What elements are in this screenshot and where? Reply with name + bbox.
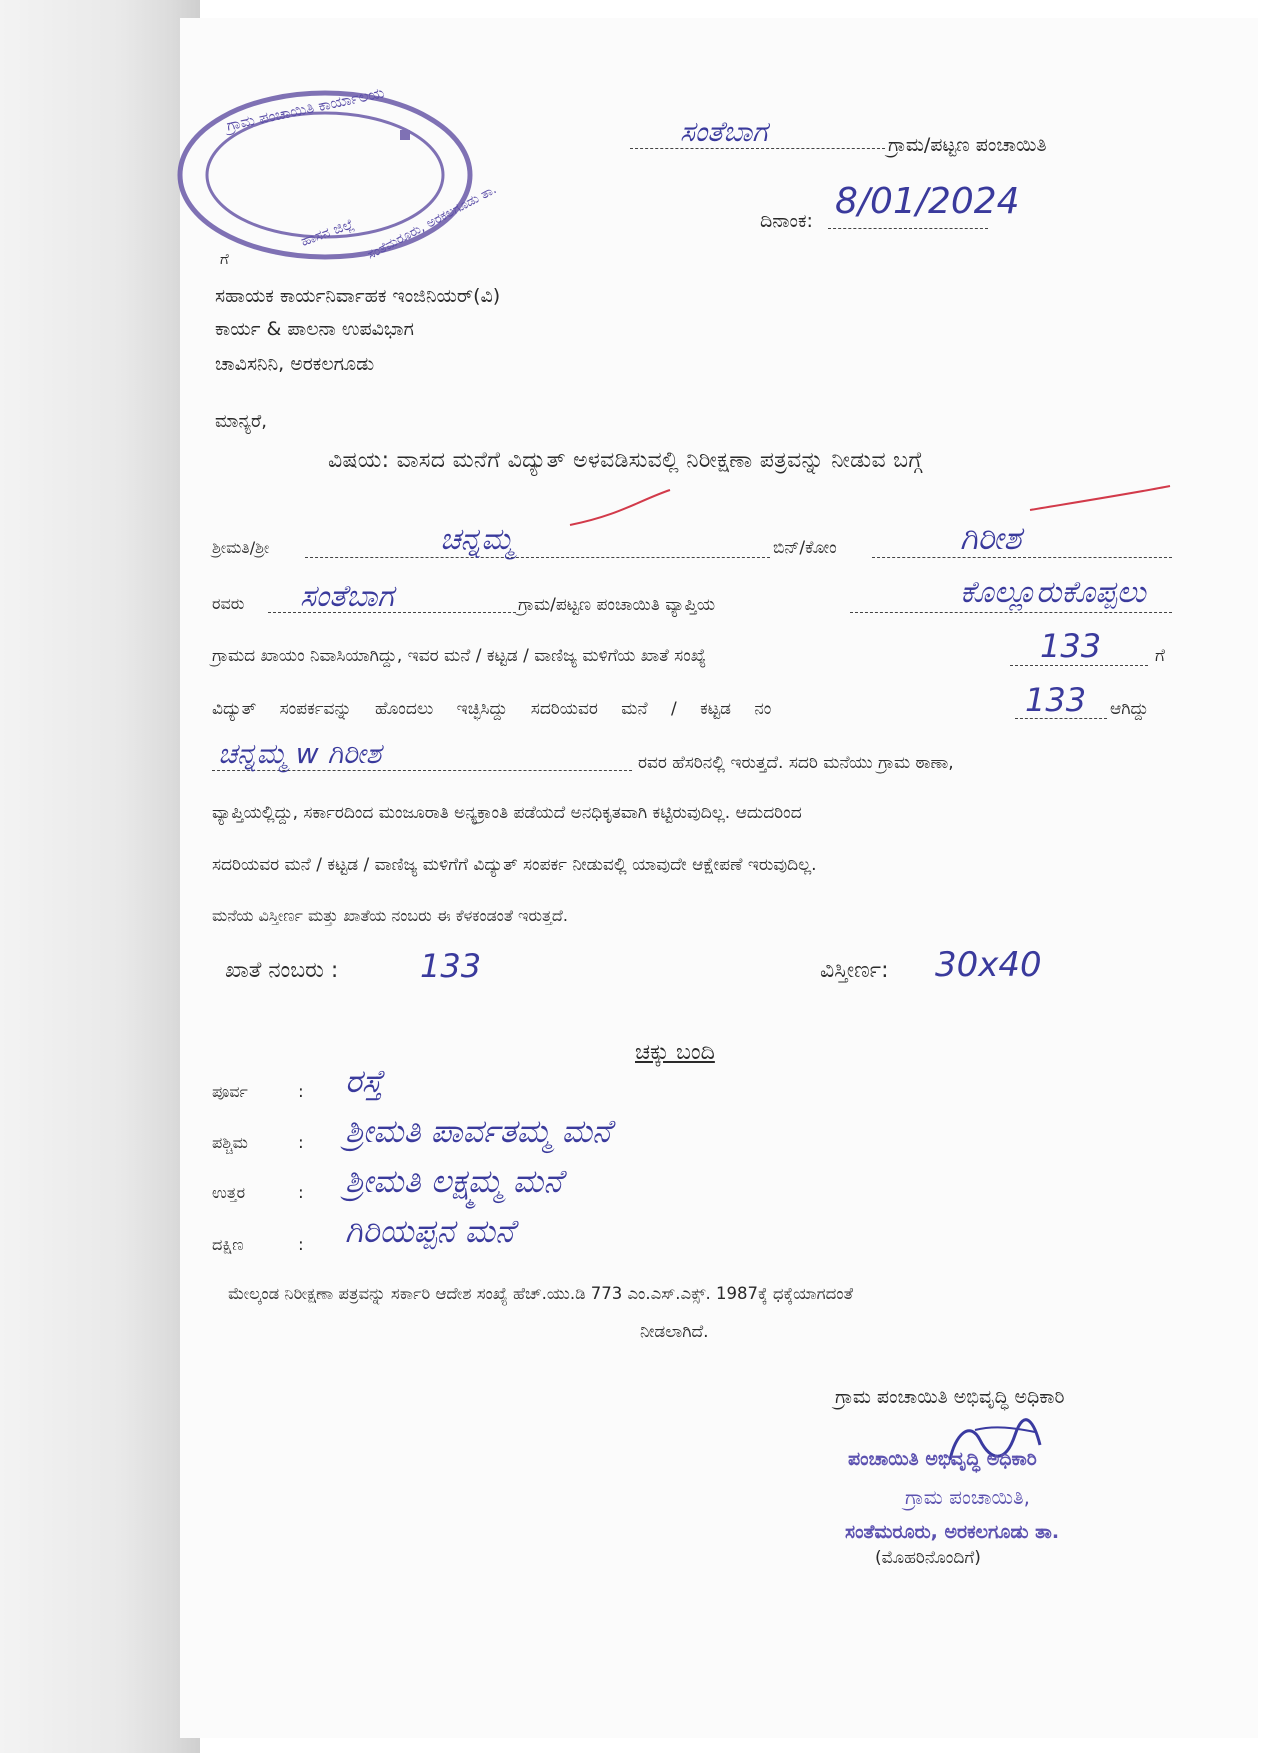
body-village-handwritten: ಸಂತೆಬಾಗ [300, 579, 394, 614]
addressee-line1: ಸಹಾಯಕ ಕಾರ್ಯನಿರ್ವಾಹಕ ಇಂಜಿನಿಯರ್(ವಿ) [215, 285, 501, 307]
addressee-to: ಗೆ [220, 250, 229, 268]
account-label: ಖಾತೆ ನಂಬರು : [225, 958, 339, 983]
body-line4: ವಿದ್ಯುತ್ ಸಂಪರ್ಕವನ್ನು ಹೊಂದಲು ಇಚ್ಛಿಸಿದ್ದು ಸದರಿಯವರ ಮನೆ / ಕಟ್ಟಡ ನಂ [212, 699, 772, 719]
boundary-value-east: ರಸ್ತೆ [345, 1062, 383, 1100]
subject: ವಿಷಯ: ವಾಸದ ಮನೆಗೆ ವಿದ್ಯುತ್ ಅಳವಡಿಸುವಲ್ಲಿ ನಿರೀಕ್ಷಣಾ ಪತ್ರವನ್ನು ನೀಡುವ ಬಗ್ಗೆ [328, 448, 923, 473]
owner-handwritten: ಚನ್ನಮ್ಮ w ಗಿರೀಶ [218, 737, 382, 770]
account-value: 133 [420, 947, 482, 985]
boundary-value-north: ಶ್ರೀಮತಿ ಲಕ್ಷ್ಮಮ್ಮ ಮನೆ [345, 1162, 563, 1200]
stamp-text-place: ಸಂತೆಮರೂರು, ಅರಕಲಗೂಡು ತಾ. [364, 182, 500, 263]
seal-note: (ಮೊಹರಿನೊಂದಿಗೆ) [875, 1548, 981, 1568]
area-value: 30x40 [935, 945, 1042, 985]
body-line4-end: ಆಗಿದ್ದು [1110, 699, 1149, 719]
owner-line [212, 770, 632, 771]
boundary-colon-east: : [298, 1082, 304, 1102]
body-line6: ವ್ಯಾಪ್ತಿಯಲ್ಲಿದ್ದು, ಸರ್ಕಾರದಿಂದ ಮಂಜೂರಾತಿ ಅನ್ಯಕ್ರಾಂತಿ ಪಡೆಯದೆ ಅನಧಿಕೃತವಾಗಿ ಕಟ್ಟಿರುವುದಿಲ್ಲ. ಆದುದರಿಂದ [212, 803, 802, 823]
boundary-colon-north: : [298, 1183, 304, 1203]
village-handwritten: ಸಂತೆಬಾಗ [680, 115, 768, 148]
building-no-handwritten: 133 [1025, 681, 1087, 719]
name-line [305, 557, 770, 558]
boundary-value-west: ಶ್ರೀಮತಿ ಪಾರ್ವತಮ್ಮ ಮನೆ [345, 1112, 612, 1150]
addressee-line2: ಕಾರ್ಯ & ಪಾಲನಾ ಉಪವಿಭಾಗ [215, 318, 414, 340]
boundary-value-south: ಗಿರಿಯಪ್ಪನ ಮನೆ [345, 1212, 515, 1250]
name-label: ಶ್ರೀಮತಿ/ಶ್ರೀ [212, 538, 270, 557]
body-line3: ಗ್ರಾಮದ ಖಾಯಂ ನಿವಾಸಿಯಾಗಿದ್ದು, ಇವರ ಮನೆ / ಕಟ್ಟಡ / ವಾಣಿಜ್ಯ ಮಳಿಗೆಯ ಖಾತೆ ಸಂಖ್ಯೆ [212, 646, 707, 666]
closing-line2: ನೀಡಲಾಗಿದೆ. [640, 1322, 709, 1342]
boundary-label-east: ಪೂರ್ವ [212, 1082, 248, 1101]
hamlet-handwritten: ಕೊಲ್ಲೂರುಕೊಪ್ಪಲು [960, 575, 1146, 610]
they-label: ರವರು [212, 594, 245, 613]
jurisdiction-label: ಗ್ರಾಮ/ಪಟ್ಟಣ ಪಂಚಾಯಿತಿ ವ್ಯಾಪ್ತಿಯ [518, 595, 716, 615]
village-suffix: ಗ್ರಾಮ/ಪಟ್ಟಣ ಪಂಚಾಯಿತಿ [888, 134, 1047, 156]
boundary-colon-south: : [298, 1235, 304, 1255]
boundary-colon-west: : [298, 1133, 304, 1153]
red-pen-marks [560, 480, 1180, 550]
signature-title: ಗ್ರಾಮ ಪಂಚಾಯಿತಿ ಅಭಿವೃದ್ಧಿ ಅಧಿಕಾರಿ [835, 1386, 1065, 1408]
seal-line2: ಗ್ರಾಮ ಪಂಚಾಯಿತಿ, [905, 1485, 1030, 1509]
relation-handwritten: ಗಿರೀಶ [960, 519, 1022, 557]
body-line5-end: ರವರ ಹೆಸರಿನಲ್ಲಿ ಇರುತ್ತದೆ. ಸದರಿ ಮನೆಯು ಗ್ರಾಮ ಠಾಣಾ, [638, 753, 954, 773]
closing-line1: ಮೇಲ್ಕಂಡ ನಿರೀಕ್ಷಣಾ ಪತ್ರವನ್ನು ಸರ್ಕಾರಿ ಆದೇಶ ಸಂಖ್ಯೆ ಹೆಚ್.ಯು.ಡಿ 773 ಎಂ.ಎಸ್.ಎಕ್ಸ್. 1987ಕ್ಕೆ ಧಕ್ಕೆಯಾಗದಂತೆ [228, 1284, 853, 1303]
account-line [1010, 665, 1148, 666]
body-line7: ಸದರಿಯವರ ಮನೆ / ಕಟ್ಟಡ / ವಾಣಿಜ್ಯ ಮಳಿಗೆಗೆ ವಿದ್ಯುತ್ ಸಂಪರ್ಕ ನೀಡುವಲ್ಲಿ ಯಾವುದೇ ಆಕ್ಷೇಪಣೆ ಇರುವುದಿಲ್ಲ. [212, 855, 817, 875]
date-label: ದಿನಾಂಕ: [760, 210, 813, 232]
boundary-label-south: ದಕ್ಷಿಣ [212, 1235, 244, 1254]
body-line8: ಮನೆಯ ವಿಸ್ತೀರ್ಣ ಮತ್ತು ಖಾತೆಯ ನಂಬರು ಈ ಕೆಳಕಂಡಂತೆ ಇರುತ್ತದೆ. [212, 906, 568, 925]
name-handwritten: ಚನ್ನಮ್ಮ [440, 522, 514, 557]
boundary-label-north: ಉತ್ತರ [212, 1183, 246, 1202]
village-line [630, 148, 885, 149]
area-label: ವಿಸ್ತೀರ್ಣ: [820, 958, 889, 983]
relation-label: ಬಿನ್/ಕೋಂ [773, 538, 837, 558]
seal-line1: ಪಂಚಾಯಿತಿ ಅಭಿವೃದ್ಧಿ ಅಧಿಕಾರಿ [848, 1448, 1037, 1470]
hamlet-line [850, 612, 1172, 613]
boundary-label-west: ಪಶ್ಚಿಮ [212, 1133, 248, 1152]
boundaries-title: ಚಕ್ಕು ಬಂದಿ [635, 1040, 715, 1065]
stamp-text-district: ಹಾಸನ ಜಿಲ್ಲೆ [298, 216, 357, 250]
date-line [828, 228, 988, 229]
stamp-text-top: ಗ್ರಾಮ ಪಂಚಾಯಿತಿ ಕಾರ್ಯಾಲಯ [224, 83, 386, 135]
date-handwritten: 8/01/2024 [835, 181, 1020, 222]
account-no-handwritten: 133 [1040, 627, 1102, 665]
addressee-line3: ಚಾವಿಸನಿನಿ, ಅರಕಲಗೂಡು [215, 353, 375, 375]
body-line3-end: ಗೆ [1155, 646, 1165, 666]
salutation: ಮಾನ್ಯರೆ, [215, 411, 267, 432]
relation-line [872, 557, 1172, 558]
seal-line3: ಸಂತೆಮರೂರು, ಅರಕಲಗೂಡು ತಾ. [845, 1521, 1060, 1543]
